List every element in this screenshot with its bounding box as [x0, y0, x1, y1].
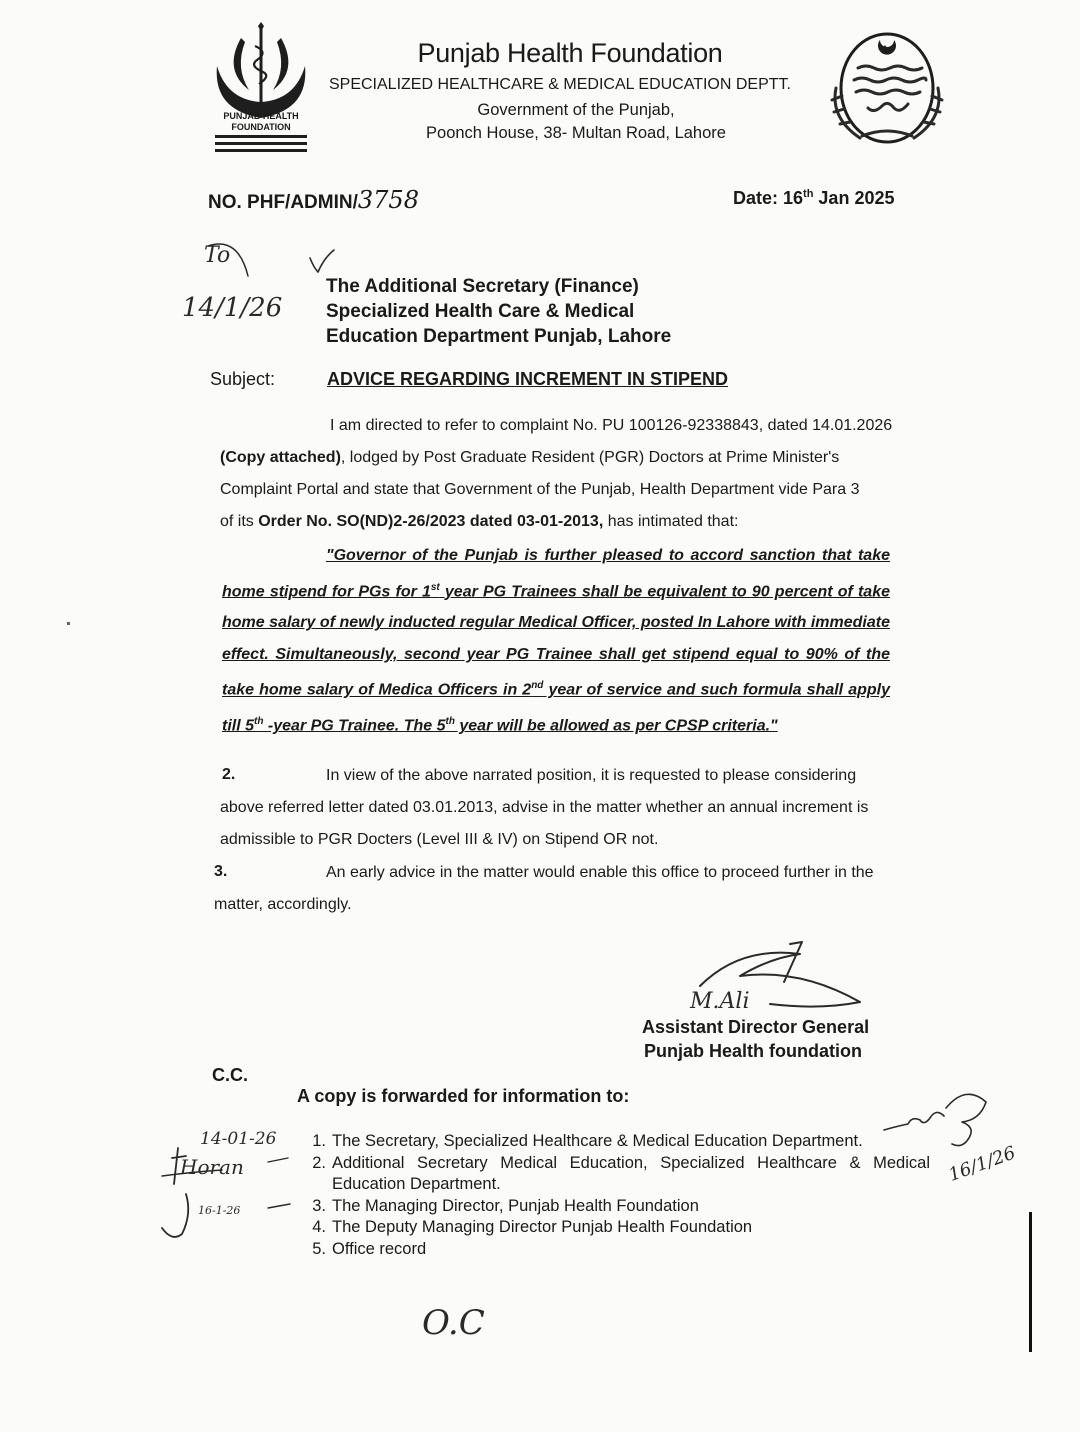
para1-d-pre: of its [220, 513, 259, 530]
list-item [296, 1153, 952, 1196]
quote-part-4: -year PG Trainee. The 5 [263, 717, 446, 735]
letter-date [733, 188, 894, 209]
addressee-block [326, 274, 671, 349]
addressee-line-2: Specialized Health Care & Medical [326, 301, 635, 322]
quote-sup-3: th [254, 716, 264, 728]
para3-line-a: An early advice in the matter would enable this office to proceed further in the [326, 864, 874, 881]
para3-number: 3. [214, 863, 228, 880]
list-item [296, 1196, 952, 1218]
para2-line-c: admissible to PGR Docters (Level III & IV) on Stipend OR not. [220, 831, 659, 848]
paragraph-3 [214, 857, 934, 921]
dept-name: SPECIALIZED HEALTHCARE & MEDICAL EDUCATION DEPTT. [328, 76, 791, 93]
quoted-order [222, 540, 890, 742]
para2-line-a: In view of the above narrated position, it is requested to please considering [326, 767, 857, 784]
date-label: Date: 16 [733, 188, 804, 208]
cc-heading: A copy is forwarded for information to: [297, 1086, 630, 1106]
para1-line-b-rest: , lodged by Post Graduate Resident (PGR) Doctors at Prime Minister's [340, 449, 840, 466]
addressee-line-1: The Additional Secretary (Finance) [326, 276, 639, 297]
list-item [296, 1217, 952, 1239]
quote-part-2: year PG Trainees shall be equivalent to 90 percent of take home salary of newly inducted regular Medical Officer, posted In Lahore with immediate effect. Simultaneously, second year PG Trainee shall get stipend equal to 90% of the take home salary of Medica Officers in 2 [222, 582, 891, 699]
margin-dot [67, 622, 70, 625]
para1-line-c: Complaint Portal and state that Government of the Punjab, Health Department vide Para 3 [220, 481, 860, 498]
handwritten-left-notes [150, 1118, 300, 1248]
govt-line: Government of the Punjab, [477, 101, 675, 119]
handwritten-oc [418, 1290, 518, 1350]
quote-part-3: year of service and such formula shall apply till 5 [222, 681, 890, 735]
para1-line-d [220, 506, 935, 538]
list-item-text: Office record [332, 1239, 427, 1258]
date-sup: th [803, 188, 814, 200]
hand-to-text: To [204, 243, 231, 268]
subject-label: Subject: [210, 369, 276, 389]
subject-text: ADVICE REGARDING INCREMENT IN STIPEND [327, 369, 729, 389]
para1-d-post: has intimated that: [603, 513, 739, 530]
quote-part-5: year will be allowed as per CPSP criteria." [454, 717, 778, 735]
quote-sup-2: nd [531, 680, 544, 692]
hand-left-date: 14-01-26 [200, 1129, 277, 1149]
paragraph-2 [220, 760, 935, 856]
cc-list [296, 1131, 952, 1260]
list-item-number: 3. [312, 1196, 326, 1215]
list-item-number: 5. [312, 1239, 326, 1258]
list-item-number: 4. [312, 1218, 326, 1236]
hand-left-date-2: 16-1-26 [198, 1204, 241, 1217]
logo-caption-2: FOUNDATION [231, 122, 291, 132]
handwritten-right-notes [880, 1088, 1020, 1188]
signature-scribble [680, 938, 880, 1018]
copy-attached: (Copy attached) [220, 449, 341, 466]
hand-bottom: O.C [422, 1303, 485, 1343]
reference-label: NO. PHF/ADMIN/ [208, 192, 358, 213]
signatory-title: Assistant Director General [642, 1017, 870, 1037]
handwritten-to-note [178, 232, 288, 332]
list-item-number: 1. [312, 1132, 326, 1150]
list-item [296, 1131, 952, 1153]
para1-line-b [220, 442, 935, 474]
logo-caption-1: PUNJAB HEALTH [223, 111, 299, 121]
list-item-text: Additional Secretary Medical Education, Specialized Healthcare & Medical Education Department. [332, 1153, 930, 1193]
list-item [296, 1239, 952, 1261]
para2-number: 2. [222, 766, 236, 783]
addressee-line-3: Education Department Punjab, Lahore [326, 326, 672, 347]
hand-right-date: 16/1/26 [945, 1142, 1019, 1186]
para3-line-b: matter, accordingly. [214, 896, 352, 913]
reference-number [208, 186, 419, 214]
hand-left-note: Horan [180, 1155, 244, 1179]
margin-line [1029, 1212, 1032, 1352]
reference-handwritten-number: 3758 [357, 186, 419, 214]
para1-line-a: I am directed to refer to complaint No. PU 100126-92338843, dated 14.01.2026 [330, 417, 893, 434]
order-reference: Order No. SO(ND)2-26/2023 dated 03-01-2013, [258, 513, 604, 530]
cc-label: C.C. [212, 1065, 248, 1085]
signature-initials: M.Ali [690, 989, 750, 1014]
para2-line-b: above referred letter dated 03.01.2013, advise in the matter whether an annual increment is [220, 799, 869, 816]
address-line: Poonch House, 38- Multan Road, Lahore [426, 124, 726, 142]
org-name: Punjab Health Foundation [417, 38, 723, 68]
list-item-text: The Managing Director, Punjab Health Foundation [332, 1196, 699, 1215]
list-item-text: The Secretary, Specialized Healthcare & Medical Education Department. [332, 1132, 863, 1150]
list-item-text: The Deputy Managing Director Punjab Health Foundation [332, 1218, 753, 1236]
list-item-number: 2. [312, 1153, 326, 1172]
quote-sup-1: st [430, 581, 440, 593]
quote-part-1: "Governor of the Punjab is further pleased to accord sanction that take home stipend for PGs for 1 [222, 547, 890, 600]
quote-sup-4: th [445, 716, 455, 728]
signatory-org: Punjab Health foundation [644, 1041, 862, 1061]
paragraph-1 [220, 410, 935, 538]
date-rest: Jan 2025 [813, 188, 895, 208]
hand-to-date: 14/1/26 [182, 293, 283, 323]
